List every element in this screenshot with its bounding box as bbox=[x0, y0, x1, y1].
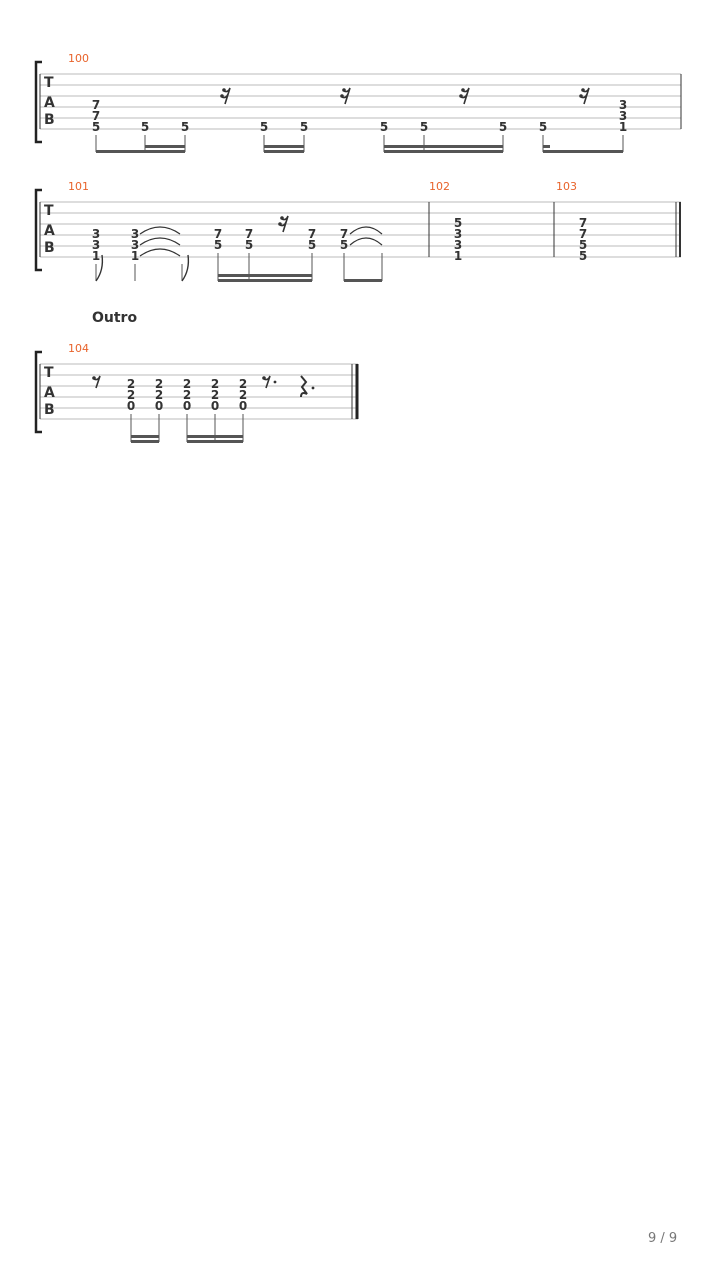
measure-number: 100 bbox=[68, 52, 89, 65]
tab-clef-a: A bbox=[44, 223, 55, 239]
fret-number: 5 bbox=[498, 120, 508, 134]
note-flags bbox=[96, 255, 188, 281]
tab-clef-b: B bbox=[44, 240, 55, 256]
fret-number: 0 bbox=[210, 399, 220, 413]
fret-number: 2 bbox=[126, 388, 136, 402]
fret-number: 5 bbox=[307, 238, 317, 252]
measure-number: 104 bbox=[68, 342, 89, 355]
beams bbox=[218, 274, 382, 282]
system-3 bbox=[36, 342, 358, 443]
fret-number: 5 bbox=[419, 120, 429, 134]
tab-clef-a: A bbox=[44, 385, 55, 401]
fret-number: 5 bbox=[259, 120, 269, 134]
system-2 bbox=[36, 180, 681, 282]
fret-number: 2 bbox=[182, 388, 192, 402]
fret-number: 5 bbox=[379, 120, 389, 134]
fret-number: 3 bbox=[453, 227, 463, 241]
fret-number: 0 bbox=[182, 399, 192, 413]
fret-number: 7 bbox=[244, 227, 254, 241]
page-number: 9 / 9 bbox=[648, 1231, 678, 1246]
fret-number: 2 bbox=[210, 377, 220, 391]
section-label: Outro bbox=[92, 310, 138, 326]
measure-number: 101 bbox=[68, 180, 89, 193]
fret-number: 3 bbox=[130, 238, 140, 252]
fret-number: 5 bbox=[140, 120, 150, 134]
note-stems bbox=[96, 135, 623, 152]
fret-number: 5 bbox=[180, 120, 190, 134]
fret-number: 2 bbox=[238, 388, 248, 402]
fret-number: 3 bbox=[91, 238, 101, 252]
fret-number: 5 bbox=[244, 238, 254, 252]
fret-number: 0 bbox=[126, 399, 136, 413]
fret-number: 3 bbox=[91, 227, 101, 241]
fret-number: 5 bbox=[299, 120, 309, 134]
fret-number: 2 bbox=[210, 388, 220, 402]
tab-clef-t: T bbox=[44, 365, 54, 381]
fret-number: 5 bbox=[578, 249, 588, 263]
fret-number: 0 bbox=[154, 399, 164, 413]
fret-number: 7 bbox=[213, 227, 223, 241]
tab-clef-a: A bbox=[44, 95, 55, 111]
fret-number: 0 bbox=[238, 399, 248, 413]
fret-number: 2 bbox=[154, 388, 164, 402]
fret-number: 1 bbox=[618, 120, 628, 134]
fret-number: 1 bbox=[453, 249, 463, 263]
fret-number: 7 bbox=[578, 227, 588, 241]
fret-number: 1 bbox=[91, 249, 101, 263]
fret-number: 5 bbox=[453, 216, 463, 230]
system-1 bbox=[36, 52, 681, 153]
fret-number: 2 bbox=[182, 377, 192, 391]
measure-number: 102 bbox=[429, 180, 450, 193]
fret-number: 5 bbox=[213, 238, 223, 252]
tab-clef-b: B bbox=[44, 112, 55, 128]
fret-number: 5 bbox=[339, 238, 349, 252]
fret-number: 2 bbox=[126, 377, 136, 391]
fret-number: 2 bbox=[154, 377, 164, 391]
fret-number: 1 bbox=[130, 249, 140, 263]
fret-number: 7 bbox=[307, 227, 317, 241]
fret-number: 5 bbox=[578, 238, 588, 252]
beams bbox=[96, 145, 623, 153]
fret-number: 5 bbox=[91, 120, 101, 134]
fret-number: 7 bbox=[91, 109, 101, 123]
fret-number: 3 bbox=[618, 109, 628, 123]
measure-number: 103 bbox=[556, 180, 577, 193]
tab-clef-b: B bbox=[44, 402, 55, 418]
fret-number: 7 bbox=[91, 98, 101, 112]
tab-clef-t: T bbox=[44, 203, 54, 219]
fret-number: 5 bbox=[538, 120, 548, 134]
fret-number: 7 bbox=[578, 216, 588, 230]
fret-number: 3 bbox=[618, 98, 628, 112]
fret-number: 7 bbox=[339, 227, 349, 241]
fret-number: 3 bbox=[453, 238, 463, 252]
fret-number: 2 bbox=[238, 377, 248, 391]
tab-clef-t: T bbox=[44, 75, 54, 91]
staff-lines bbox=[40, 364, 358, 419]
fret-number: 3 bbox=[130, 227, 140, 241]
